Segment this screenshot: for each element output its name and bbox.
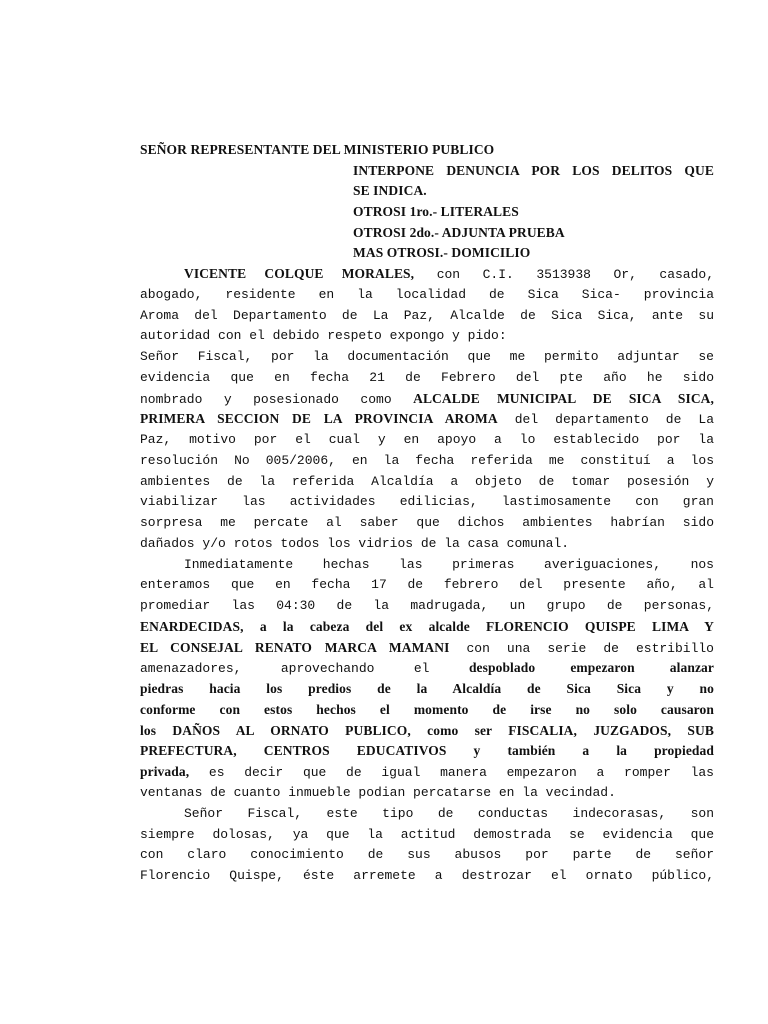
paragraph-3-line-11-text: es decir que de igual manera empezaron a romper las <box>208 765 714 780</box>
paragraph-3-line-1: Inmediatamente hechas las primeras averiguaciones, nos <box>184 557 714 572</box>
paragraph-3-line-11 <box>140 762 714 782</box>
paragraph-2-line-4 <box>140 409 714 429</box>
paragraph-3-line-10: PREFECTURA, CENTROS EDUCATIVOS y también a la propiedad <box>140 743 714 758</box>
paragraph-4-line-1: Señor Fiscal, este tipo de conductas indecorasas, son <box>184 806 714 821</box>
complainant-id: con C.I. 3513938 Or, casado, <box>436 267 714 282</box>
paragraph-3-line-12: ventanas de cuanto inmueble podian percatarse en la vecindad. <box>140 785 616 800</box>
paragraph-3-line-6-bold: despoblado empezaron alanzar <box>468 660 714 675</box>
paragraph-2-line-6: resolución No 005/2006, en la fecha referida me constituí a los <box>140 453 714 468</box>
paragraph-3-line-2: enteramos que en fecha 17 de febrero del presente año, al <box>140 577 714 592</box>
paragraph-2-line-5: Paz, motivo por el cual y en apoyo a lo establecido por la <box>140 432 714 447</box>
paragraph-3-line-6 <box>140 658 714 678</box>
paragraph-2-line-2: evidencia que en fecha 21 de Febrero del pte año he sido <box>140 370 714 385</box>
paragraph-3-line-9: los DAÑOS AL ORNATO PUBLICO, como ser FISCALIA, JUZGADOS, SUB <box>140 723 714 738</box>
complainant-name: VICENTE COLQUE MORALES, <box>184 266 415 281</box>
paragraph-4-line-3: con claro conocimiento de sus abusos por parte de señor <box>140 847 714 862</box>
paragraph-1-line-3: Aroma del Departamento de La Paz, Alcalde de Sica Sica, ante su <box>140 308 714 323</box>
summary-line-2: SE INDICA. <box>353 183 427 198</box>
paragraph-2-line-10: dañados y/o rotos todos los vidrios de la casa comunal. <box>140 536 570 551</box>
summary-line-3: OTROSI 1ro.- LITERALES <box>353 204 519 219</box>
paragraph-3-line-11-bold: privada, <box>140 764 190 779</box>
paragraph-3-line-5-text: con una serie de estribillo <box>466 641 714 656</box>
paragraph-2-line-8: viabilizar las actividades edilicias, lastimosamente con gran <box>140 494 714 509</box>
province-section: PRIMERA SECCION DE LA PROVINCIA AROMA <box>140 411 498 426</box>
councillor-name: EL CONSEJAL RENATO MARCA MAMANI <box>140 640 450 655</box>
paragraph-3-line-7: piedras hacia los predios de la Alcaldía de Sica Sica y no <box>140 681 714 696</box>
summary-line-1: INTERPONE DENUNCIA POR LOS DELITOS QUE <box>353 163 714 178</box>
document-heading: SEÑOR REPRESENTANTE DEL MINISTERIO PUBLICO <box>140 142 495 157</box>
paragraph-2-line-9: sorpresa me percate al saber que dichos ambientes habrían sido <box>140 515 714 530</box>
paragraph-2-line-7: ambientes de la referida Alcaldía a objeto de tomar posesión y <box>140 474 714 489</box>
paragraph-2-line-1: Señor Fiscal, por la documentación que me permito adjuntar se <box>140 349 714 364</box>
paragraph-3-line-4: ENARDECIDAS, a la cabeza del ex alcalde FLORENCIO QUISPE LIMA Y <box>140 619 714 634</box>
paragraph-3-line-5 <box>140 638 714 658</box>
summary-line-5: MAS OTROSI.- DOMICILIO <box>353 245 531 260</box>
paragraph-1-line-1 <box>184 264 714 284</box>
paragraph-2-line-3-text: nombrado y posesionado como <box>140 392 392 407</box>
paragraph-3-line-3: promediar las 04:30 de la madrugada, un grupo de personas, <box>140 598 714 613</box>
summary-line-4: OTROSI 2do.- ADJUNTA PRUEBA <box>353 225 565 240</box>
paragraph-3-line-6-text: amenazadores, aprovechando el <box>140 661 430 676</box>
paragraph-4-line-4: Florencio Quispe, éste arremete a destrozar el ornato público, <box>140 868 714 883</box>
paragraph-1-line-2: abogado, residente en la localidad de Sica Sica- provincia <box>140 287 714 302</box>
paragraph-2-line-4-text: del departamento de La <box>514 412 714 427</box>
paragraph-4-line-2: siempre dolosas, ya que la actitud demostrada se evidencia que <box>140 827 714 842</box>
paragraph-2-line-3 <box>140 389 714 409</box>
paragraph-3-line-8: conforme con estos hechos el momento de irse no solo causaron <box>140 702 714 717</box>
paragraph-1-line-4: autoridad con el debido respeto expongo y pido: <box>140 328 507 343</box>
mayor-title: ALCALDE MUNICIPAL DE SICA SICA, <box>413 391 714 406</box>
